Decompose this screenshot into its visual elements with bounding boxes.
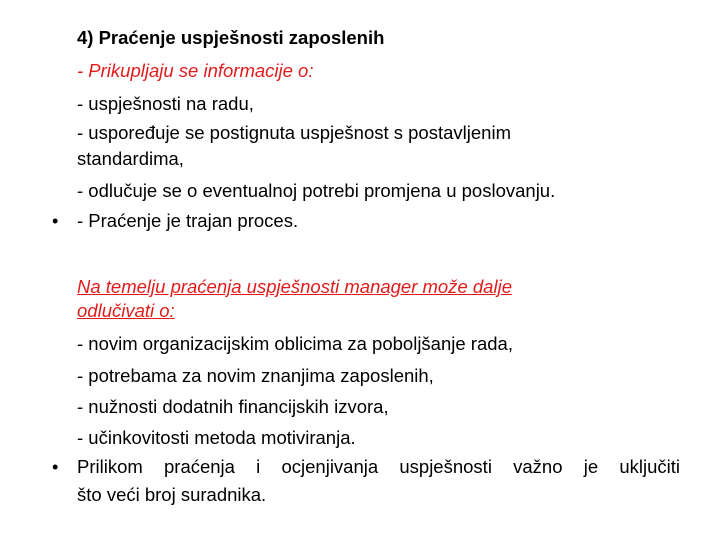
bullet-icon: • — [52, 457, 59, 477]
bullet-text: - Praćenje je trajan proces. — [77, 210, 299, 231]
section-subheading: - Prikupljaju se informacije o: — [77, 60, 314, 81]
list-item: - učinkovitosti metoda motiviranja. — [77, 427, 356, 448]
bullet-text: Prilikom praćenja i ocjenjivanja uspješnosti važno je uključiti — [77, 456, 680, 477]
list-item: - uspješnosti na radu, — [77, 93, 254, 114]
list-item: standardima, — [77, 148, 184, 169]
section-heading: 4) Praćenje uspješnosti zaposlenih — [77, 27, 385, 48]
list-item: - uspoređuje se postignuta uspješnost s postavljenim — [77, 122, 511, 143]
section-heading: Na temelju praćenja uspješnosti manager može dalje — [77, 276, 512, 297]
section-heading: odlučivati o: — [77, 300, 175, 321]
list-item: - potrebama za novim znanjima zaposlenih, — [77, 365, 434, 386]
bullet-text: što veći broj suradnika. — [77, 484, 267, 505]
bullet-icon: • — [52, 211, 59, 231]
list-item: - nužnosti dodatnih financijskih izvora, — [77, 396, 389, 417]
list-item: - novim organizacijskim oblicima za poboljšanje rada, — [77, 333, 513, 354]
list-item: - odlučuje se o eventualnoj potrebi promjena u poslovanju. — [77, 180, 556, 201]
